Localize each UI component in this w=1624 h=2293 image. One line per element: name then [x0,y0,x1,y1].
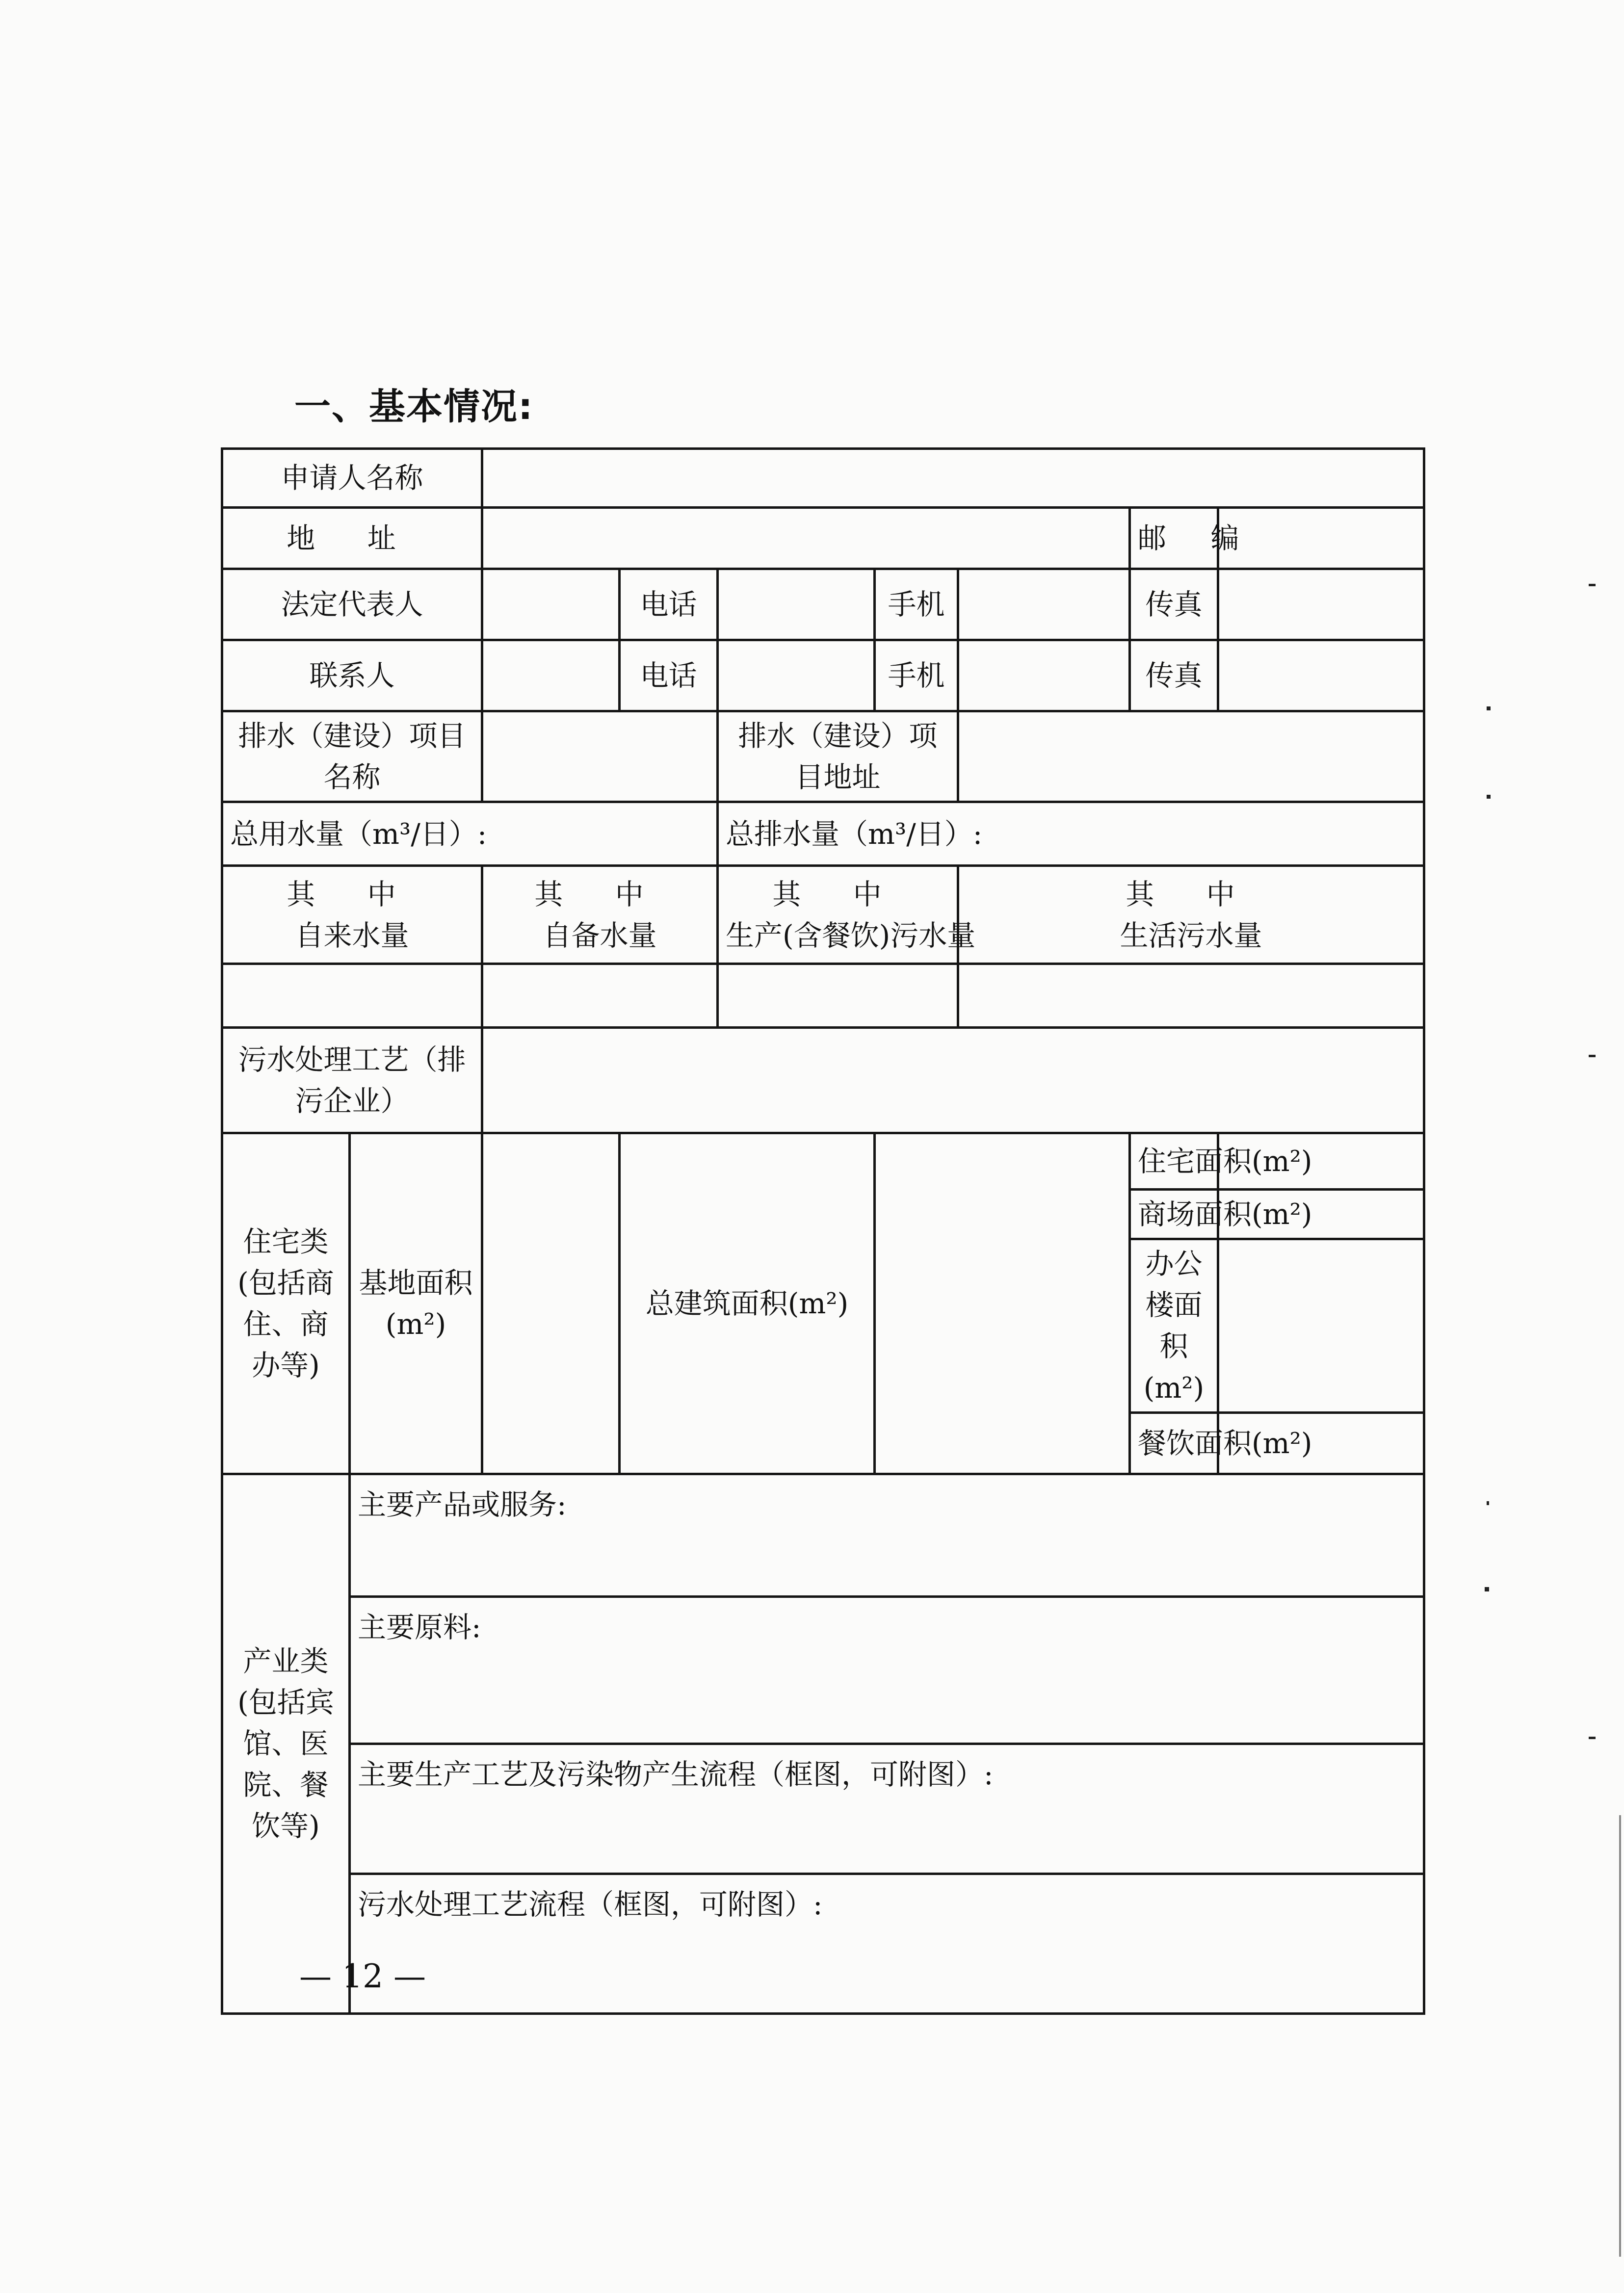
field-production-flow[interactable]: 主要生产工艺及污染物产生流程（框图，可附图）: [350,1744,1424,1874]
label-address: 地 址 [222,508,482,569]
row-water-totals [222,802,1424,866]
field-own-water[interactable] [482,964,718,1028]
row-water-breakdown-labels [222,866,1424,964]
field-phone-2[interactable] [718,640,875,711]
label-fax-2: 传真 [1130,640,1218,711]
field-domestic-wastewater[interactable] [958,964,1424,1028]
label-tap-water: 自来水量 [295,918,409,952]
label-legal-rep: 法定代表人 [222,569,482,640]
row-residential-1 [222,1133,1424,1190]
label-phone-2: 电话 [620,640,718,711]
field-treatment-flow[interactable]: 污水处理工艺流程（框图，可附图）: [350,1874,1424,2013]
label-residential: 住宅类(包括商住、商办等) [222,1133,350,1474]
label-total-drain[interactable]: 总排水量（m³/日）: [718,802,1424,866]
row-treatment-process [222,1028,1424,1133]
label-domestic-wastewater: 生活污水量 [1120,918,1262,952]
row-industrial-1 [222,1474,1424,1596]
label-applicant-name: 申请人名称 [222,449,482,508]
field-base-area[interactable] [482,1133,620,1474]
label-office-area: 办公楼面积(m²) [1130,1239,1218,1412]
label-postcode: 邮 编 [1130,508,1218,569]
row-water-breakdown-values [222,964,1424,1028]
scan-mark [1619,1815,1621,2257]
field-mobile-2[interactable] [958,640,1130,711]
row-project [222,711,1424,802]
label-total-floor-area: 总建筑面积(m²) [620,1133,875,1474]
field-fax-1[interactable] [1218,569,1424,640]
label-mobile-2: 手机 [875,640,958,711]
field-office-area[interactable] [1218,1239,1424,1412]
label-base-area: 基地面积(m²) [350,1133,482,1474]
field-treatment-process[interactable] [482,1028,1424,1133]
scan-mark [1487,1501,1489,1505]
field-fax-2[interactable] [1218,640,1424,711]
of-which-4: 其 中 [1126,877,1257,911]
basic-info-form [221,447,1425,2015]
label-housing-area: 住宅面积(m²) [1130,1133,1218,1190]
label-project-address: 排水（建设）项目地址 [718,711,958,802]
label-industrial: 产业类(包括宾馆、医院、餐饮等) [222,1474,350,2013]
row-applicant [222,449,1424,508]
field-legal-rep[interactable] [482,569,620,640]
scan-mark [1589,584,1596,586]
label-production-wastewater-group [718,866,976,964]
scan-mark [1487,795,1491,799]
label-total-water-use[interactable]: 总用水量（m³/日）: [222,802,718,866]
field-applicant-name[interactable] [482,449,1424,508]
label-domestic-wastewater-group [958,866,1424,964]
field-mobile-1[interactable] [958,569,1130,640]
label-treatment-process: 污水处理工艺（排污企业） [222,1028,482,1133]
field-total-floor-area[interactable] [875,1133,1130,1474]
row-legal-rep [222,569,1424,640]
of-which-3: 其 中 [772,877,903,911]
label-fax-1: 传真 [1130,569,1218,640]
field-tap-water[interactable] [222,964,482,1028]
field-address[interactable] [482,508,1130,569]
scan-mark [1485,1587,1489,1591]
field-main-products[interactable]: 主要产品或服务: [350,1474,1424,1596]
row-contact [222,640,1424,711]
label-phone-1: 电话 [620,569,718,640]
field-phone-1[interactable] [718,569,875,640]
row-industrial-2 [222,1596,1424,1744]
page-number: — 12 — [299,1957,426,1995]
label-tap-water-group [222,866,482,964]
field-contact[interactable] [482,640,620,711]
label-own-water: 自备水量 [543,918,657,952]
field-main-materials[interactable]: 主要原料: [350,1596,1424,1744]
scan-mark [1589,1737,1596,1739]
label-contact: 联系人 [222,640,482,711]
row-address [222,508,1424,569]
field-production-wastewater[interactable] [718,964,958,1028]
scan-mark [1589,1055,1596,1057]
label-catering-area: 餐饮面积(m²) [1130,1412,1218,1474]
field-project-name[interactable] [482,711,718,802]
section-heading: 一、基本情况: [294,386,534,428]
label-project-name: 排水（建设）项目名称 [222,711,482,802]
label-production-wastewater: 生产(含餐饮)污水量 [726,918,976,952]
of-which-1: 其 中 [287,877,418,911]
label-own-water-group [482,866,718,964]
of-which-2: 其 中 [534,877,665,911]
label-mobile-1: 手机 [875,569,958,640]
field-project-address[interactable] [958,711,1424,802]
row-industrial-3 [222,1744,1424,1874]
label-mall-area: 商场面积(m²) [1130,1190,1218,1239]
scan-mark [1487,706,1491,710]
